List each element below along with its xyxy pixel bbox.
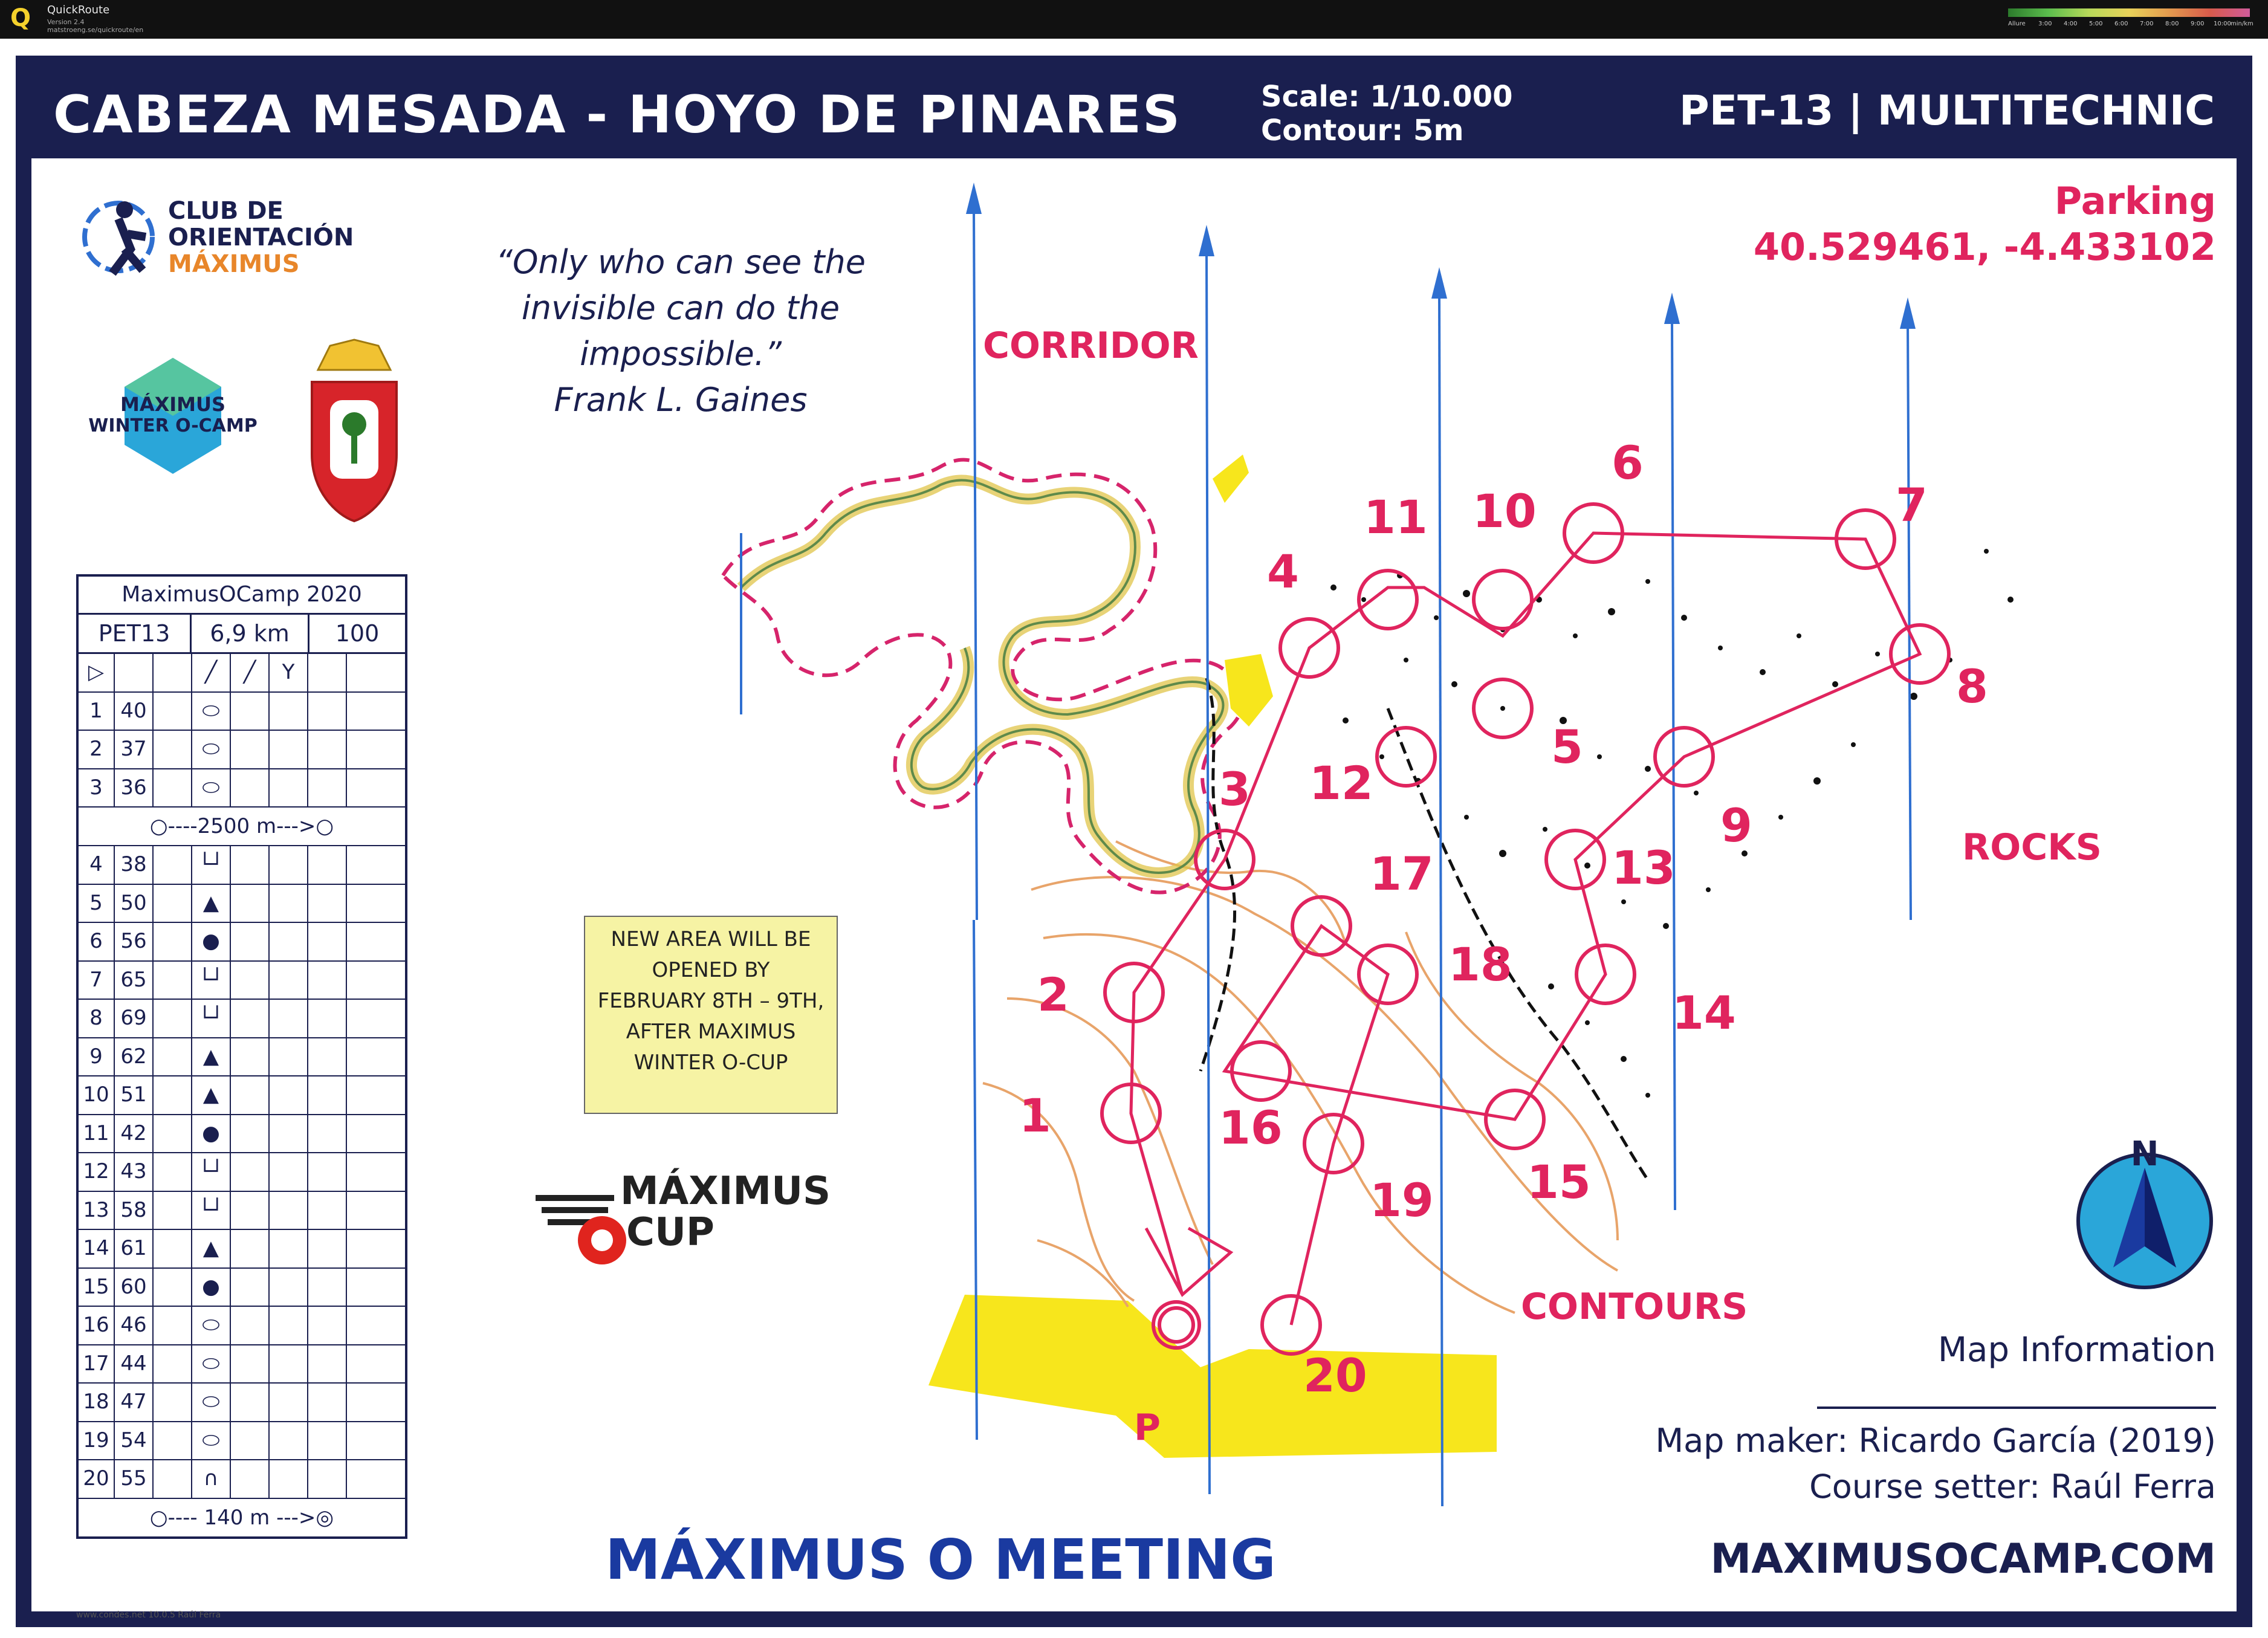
app-title-bar (0, 0, 2268, 39)
quickroute-logo-icon: Q (10, 4, 31, 32)
control-number: 4 (1267, 545, 1299, 598)
table-row (79, 923, 405, 962)
control-feature-icon: ● (192, 1269, 231, 1306)
table-course: PET13 (79, 615, 192, 652)
control-number: 6 (1612, 436, 1644, 490)
orienteering-map[interactable] (16, 56, 2252, 1627)
control-numbers (1019, 436, 1988, 1402)
finish-circle-inner (1159, 1308, 1193, 1342)
corridor-trail (741, 480, 1223, 873)
club-name-line1: CLUB DE (168, 197, 284, 225)
pace-label: 4:00 (2064, 21, 2078, 27)
control-code: 69 (115, 1000, 154, 1037)
table-row (79, 693, 405, 731)
control-number: 11 (1364, 490, 1428, 544)
control-number: 8 (1956, 659, 1988, 713)
pace-gradient-bar (2008, 8, 2250, 17)
open-land-corridor-top (1213, 455, 1249, 503)
pace-color-scale (2008, 8, 2253, 33)
scale-text: Scale: 1/10.000 (1261, 80, 1513, 114)
control-number: 13 (1612, 841, 1676, 895)
control-code: 60 (115, 1269, 154, 1306)
control-seq: 4 (79, 846, 115, 884)
control-number: 16 (1219, 1101, 1283, 1154)
table-row (79, 1422, 405, 1461)
table-row (79, 1192, 405, 1231)
control-number: 7 (1896, 478, 1928, 532)
table-row (79, 1230, 405, 1269)
control-circle-16 (1232, 1042, 1290, 1100)
table-rows-group (79, 846, 405, 1499)
table-row (79, 1384, 405, 1422)
control-number: 17 (1370, 847, 1434, 901)
control-seq: 12 (79, 1153, 115, 1191)
course-legs (1131, 533, 1920, 1325)
table-row (79, 962, 405, 1000)
control-number: 10 (1473, 484, 1537, 538)
table-row (79, 1153, 405, 1192)
control-code: 36 (115, 769, 154, 807)
control-code: 46 (115, 1307, 154, 1344)
control-seq: 20 (79, 1460, 115, 1498)
control-feature-icon: ⬭ (192, 1384, 231, 1421)
corridor-label: CORRIDOR (983, 325, 1199, 367)
control-code: 55 (115, 1460, 154, 1498)
control-feature-icon: ● (192, 1115, 231, 1153)
control-description-table (76, 574, 407, 1539)
control-seq: 2 (79, 731, 115, 768)
control-seq: 14 (79, 1230, 115, 1267)
rocks-label: ROCKS (1962, 826, 2102, 869)
app-version: Version 2.4 (47, 18, 85, 26)
table-row (79, 1345, 405, 1384)
open-land-corridor (1225, 654, 1273, 727)
control-seq: 18 (79, 1384, 115, 1421)
parking-label: Parking (2054, 179, 2216, 223)
table-row (79, 1076, 405, 1115)
control-seq: 15 (79, 1269, 115, 1306)
control-feature-icon: ▲ (192, 1230, 231, 1267)
control-number: 2 (1037, 968, 1069, 1021)
control-seq: 9 (79, 1038, 115, 1076)
note-line: FEBRUARY 8TH – 9TH, (597, 989, 825, 1013)
pace-label: Allure (2008, 21, 2026, 27)
control-circles (1102, 504, 1949, 1354)
meeting-title: MÁXIMUS O MEETING (605, 1527, 1276, 1592)
maximus-cup-logo (536, 1168, 831, 1264)
winter-camp-line1: MÁXIMUS (120, 393, 226, 416)
winter-camp-line2: WINTER O-CAMP (88, 415, 258, 436)
control-number: 18 (1448, 937, 1512, 991)
control-seq: 10 (79, 1076, 115, 1114)
quote-line: impossible.” (580, 335, 782, 373)
control-code: 43 (115, 1153, 154, 1191)
control-feature-icon: ⬭ (192, 693, 231, 730)
club-name-line2: ORIENTACIÓN (168, 224, 354, 251)
quote-line: “Only who can see the (496, 243, 866, 281)
control-number: 19 (1370, 1173, 1434, 1227)
control-code: 65 (115, 962, 154, 999)
tape-leg-length: 2500 m (197, 814, 277, 838)
cup-logo-line1: MÁXIMUS (620, 1169, 831, 1214)
control-code: 51 (115, 1076, 154, 1114)
table-row (79, 885, 405, 924)
control-seq: 19 (79, 1422, 115, 1460)
control-seq: 3 (79, 769, 115, 807)
control-feature-icon: ▲ (192, 1076, 231, 1114)
control-seq: 11 (79, 1115, 115, 1153)
table-row (79, 1269, 405, 1307)
club-name-line3: MÁXIMUS (168, 250, 300, 278)
pace-label: 8:00 (2165, 21, 2179, 27)
table-finish-leg: ○---- 140 m --->◎ (149, 1505, 334, 1530)
map-maker: Map maker: Ricardo García (2019) (1655, 1422, 2216, 1460)
quote-author: Frank L. Gaines (554, 381, 808, 419)
website[interactable]: MAXIMUSOCAMP.COM (1710, 1535, 2216, 1583)
control-number: 12 (1309, 756, 1373, 810)
control-number: 5 (1551, 720, 1583, 774)
map-title: CABEZA MESADA - HOYO DE PINARES (53, 85, 1181, 145)
control-code: 62 (115, 1038, 154, 1076)
pace-label: 3:00 (2038, 21, 2052, 27)
finish-leg-length: 140 m (204, 1505, 270, 1530)
pace-label: 10:00 (2214, 21, 2231, 27)
control-code: 56 (115, 923, 154, 960)
pace-label: 7:00 (2140, 21, 2154, 27)
control-feature-icon: └┘ (192, 1000, 231, 1037)
contours-label: CONTOURS (1521, 1286, 1748, 1328)
control-code: 38 (115, 846, 154, 884)
table-climb: 100 (335, 620, 380, 647)
control-code: 44 (115, 1345, 154, 1383)
control-seq: 5 (79, 885, 115, 922)
control-number: 15 (1527, 1155, 1591, 1209)
table-row (79, 769, 405, 808)
club-logo (85, 197, 354, 278)
course-setter: Course setter: Raúl Ferra (1809, 1468, 2216, 1506)
table-event: MaximusOCamp 2020 (79, 577, 405, 615)
control-feature-icon: ▲ (192, 1038, 231, 1076)
table-footnote: www.condes.net 10.0.5 Raúl Ferra (76, 1610, 221, 1620)
table-row (79, 731, 405, 769)
table-row (79, 1307, 405, 1345)
note-line: OPENED BY (652, 958, 770, 982)
control-feature-icon: ⬭ (192, 1422, 231, 1460)
control-code: 54 (115, 1422, 154, 1460)
north-compass-icon (2078, 1135, 2211, 1287)
contour-lines (983, 841, 1618, 1313)
control-code: 47 (115, 1384, 154, 1421)
table-row (79, 1115, 405, 1154)
parking-coords[interactable]: 40.529461, -4.433102 (1753, 225, 2216, 269)
control-feature-icon: ⬭ (192, 1307, 231, 1344)
start-triangle-icon: ▷ (79, 654, 115, 691)
control-feature-icon: └┘ (192, 846, 231, 884)
control-feature-icon: └┘ (192, 1192, 231, 1229)
quote-line: invisible can do the (521, 289, 840, 327)
control-seq: 7 (79, 962, 115, 999)
map-information-label[interactable]: Map Information (1937, 1330, 2216, 1370)
corridor-boundary (723, 460, 1243, 893)
table-start-row: ▷ ╱ ╱ Y (79, 654, 405, 693)
north-label: N (2130, 1135, 2159, 1174)
pace-label: 5:00 (2089, 21, 2103, 27)
control-code: 40 (115, 693, 154, 730)
app-url: matstroeng.se/quickroute/en (47, 26, 144, 34)
control-feature-icon: ∩ (192, 1460, 231, 1498)
open-land-area (928, 1295, 1497, 1458)
pace-label: 6:00 (2114, 21, 2128, 27)
control-circle-10 (1474, 571, 1532, 629)
note-line: NEW AREA WILL BE (611, 927, 811, 951)
control-feature-icon: ⬭ (192, 1345, 231, 1383)
cup-logo-line2: CUP (626, 1210, 714, 1255)
control-circle-12 (1377, 728, 1435, 786)
control-code: 37 (115, 731, 154, 768)
table-rows-group (79, 693, 405, 808)
course-name: PET-13 | MULTITECHNIC (1679, 87, 2215, 135)
control-number: 3 (1219, 762, 1251, 816)
table-row (79, 846, 405, 885)
control-circle-11 (1359, 571, 1417, 629)
control-number: 9 (1720, 798, 1752, 852)
table-row (79, 1000, 405, 1038)
control-seq: 1 (79, 693, 115, 730)
control-number: 20 (1303, 1348, 1367, 1402)
control-seq: 13 (79, 1192, 115, 1229)
note-line: WINTER O-CUP (633, 1050, 788, 1075)
quote (496, 243, 866, 419)
control-seq: 16 (79, 1307, 115, 1344)
pace-label: 9:00 (2191, 21, 2205, 27)
control-seq: 17 (79, 1345, 115, 1383)
control-code: 58 (115, 1192, 154, 1229)
control-code: 61 (115, 1230, 154, 1267)
control-number: 14 (1672, 986, 1736, 1040)
control-feature-icon: ⬭ (192, 731, 231, 768)
table-length: 6,9 km (192, 615, 309, 652)
note-line: AFTER MAXIMUS (626, 1020, 796, 1044)
app-name: QuickRoute (47, 4, 110, 16)
control-feature-icon: ▲ (192, 885, 231, 922)
control-seq: 6 (79, 923, 115, 960)
control-code: 50 (115, 885, 154, 922)
table-course-row (79, 615, 405, 654)
control-feature-icon: └┘ (192, 962, 231, 999)
control-seq: 8 (79, 1000, 115, 1037)
table-row (79, 1038, 405, 1077)
control-number: 1 (1019, 1089, 1051, 1142)
table-tape-leg: ○----2500 m--->○ (79, 808, 405, 846)
parking-symbol: P (1134, 1407, 1161, 1449)
table-row (79, 1460, 405, 1499)
winter-camp-logo (88, 358, 257, 474)
new-area-note (584, 916, 838, 1114)
control-feature-icon: └┘ (192, 1153, 231, 1191)
control-code: 42 (115, 1115, 154, 1153)
contour-text: Contour: 5m (1261, 114, 1464, 147)
control-feature-icon: ⬭ (192, 769, 231, 807)
control-feature-icon: ● (192, 923, 231, 960)
coat-of-arms-icon (312, 340, 397, 521)
pace-label: min/km (2231, 21, 2253, 27)
